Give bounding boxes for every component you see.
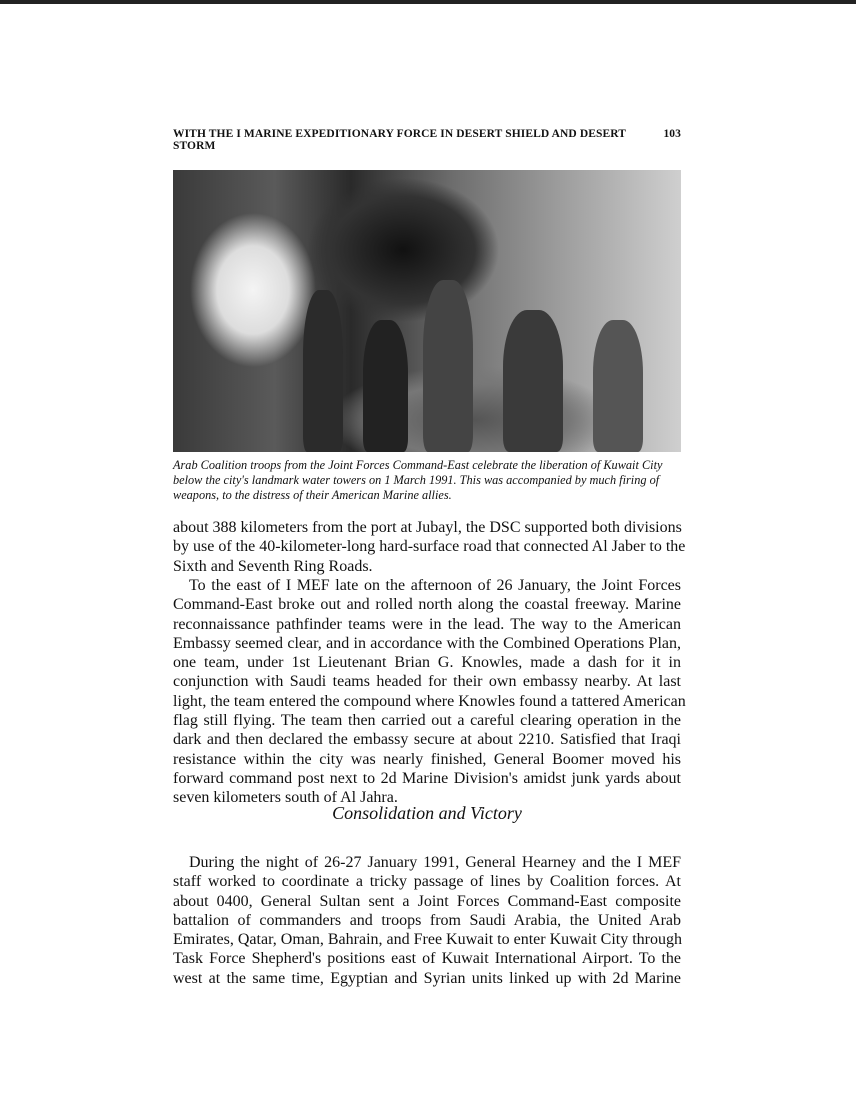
text-line: Embassy seemed clear, and in accordance with the Combined Operations Plan,: [173, 634, 681, 652]
page-number: 103: [663, 128, 681, 140]
text-line: battalion of commanders and troops from Saudi Arabia, the United Arab: [173, 911, 681, 929]
text-line: dark and then declared the embassy secure at about 2210. Satisfied that Iraqi: [173, 731, 681, 749]
running-title: WITH THE I MARINE EXPEDITIONARY FORCE IN DESERT SHIELD AND DESERT STORM: [173, 128, 626, 152]
text-line: seven kilometers south of Al Jahra.: [173, 789, 398, 807]
paragraph-1: [173, 518, 686, 576]
running-header: [173, 128, 681, 152]
text-line: forward command post next to 2d Marine Division's amidst junk yards about: [173, 769, 681, 787]
text-line: flag still flying. The team then carried out a careful clearing operation in the: [173, 712, 681, 730]
text-line: staff worked to coordinate a tricky passage of lines by Coalition forces. At: [173, 873, 681, 891]
text-line: Sixth and Seventh Ring Roads.: [173, 557, 373, 575]
paragraph-3: [173, 853, 681, 988]
paragraph-2: [173, 576, 686, 808]
text-line: light, the team entered the compound where Knowles found a tattered American: [173, 692, 686, 710]
photo-caption: Arab Coalition troops from the Joint Forces Command-East celebrate the liberation of Kuwait City below the city's landmark water towers on 1 March 1991. This was accompanied by much firing of weapons, to the distress of their American Marine allies.: [173, 458, 663, 502]
text-line: by use of the 40-kilometer-long hard-surface road that connected Al Jaber to the: [173, 538, 686, 556]
text-line: about 0400, General Sultan sent a Joint Forces Command-East composite: [173, 892, 681, 910]
text-line: To the east of I MEF late on the afternoon of 26 January, the Joint Forces: [189, 577, 681, 594]
text-line: reconnaissance pathfinder teams were in the lead. The way to the American: [173, 615, 681, 633]
text-line: Command-East broke out and rolled north along the coastal freeway. Marine: [173, 596, 681, 614]
photo-coalition-troops: [173, 170, 681, 452]
text-line: conjunction with Saudi teams headed for their own embassy nearby. At last: [173, 673, 681, 691]
page-border: [0, 0, 856, 4]
text-line: about 388 kilometers from the port at Jubayl, the DSC supported both divisions: [173, 519, 682, 536]
text-line: During the night of 26-27 January 1991, General Hearney and the I MEF: [189, 854, 681, 871]
text-line: Task Force Shepherd's positions east of Kuwait International Airport. To the: [173, 950, 681, 968]
text-line: Emirates, Qatar, Oman, Bahrain, and Free Kuwait to enter Kuwait City through: [173, 931, 682, 949]
text-line: resistance within the city was nearly finished, General Boomer moved his: [173, 750, 681, 768]
text-line: one team, under 1st Lieutenant Brian G. Knowles, made a dash for it in: [173, 654, 681, 672]
section-heading: Consolidation and Victory: [332, 803, 522, 823]
text-line: west at the same time, Egyptian and Syrian units linked up with 2d Marine: [173, 969, 681, 987]
